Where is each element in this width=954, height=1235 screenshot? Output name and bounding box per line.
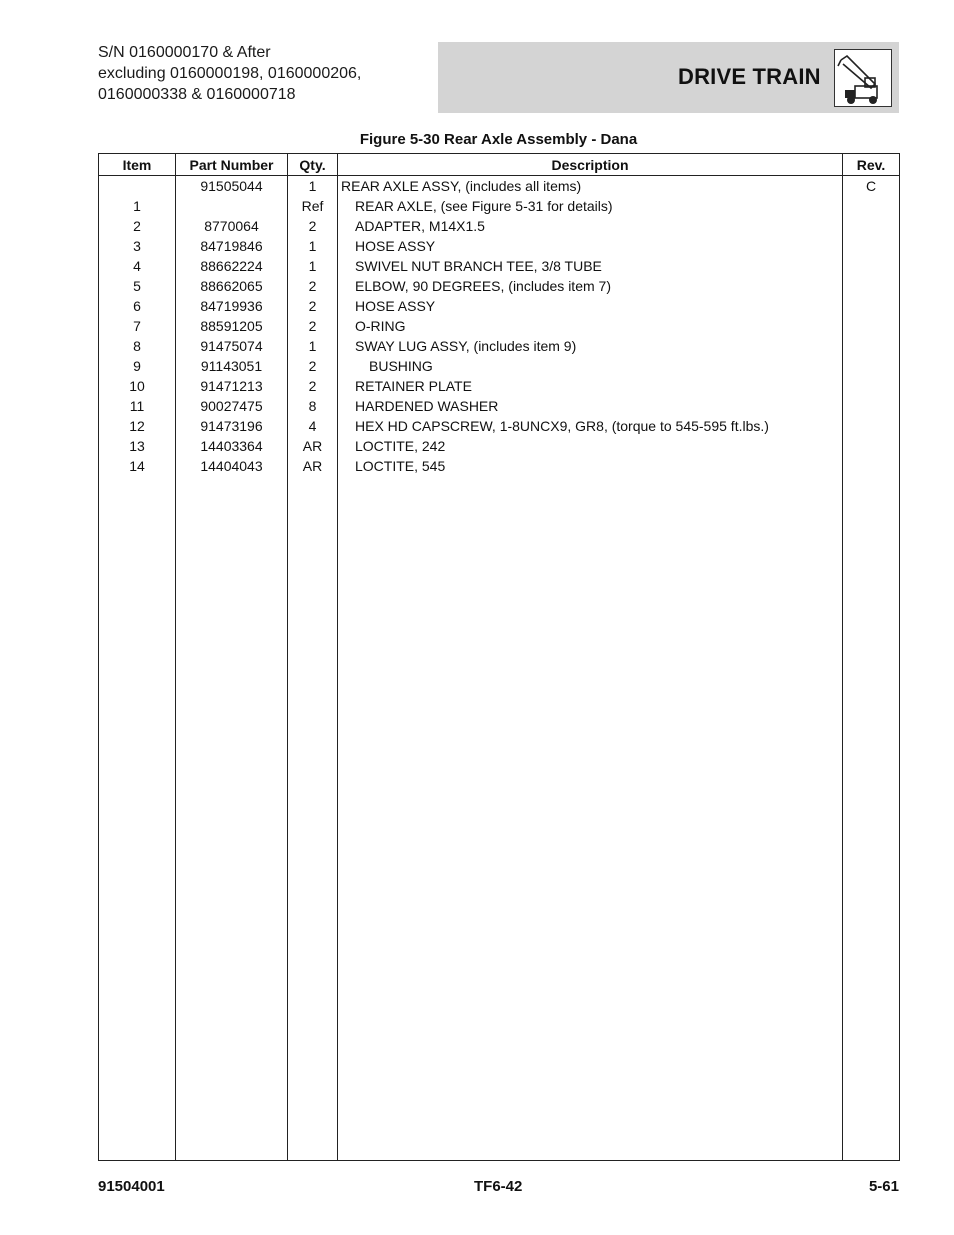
row-qty: 1	[288, 236, 338, 256]
row-rev	[843, 236, 900, 256]
row-item-number: 2	[99, 216, 176, 236]
row-description: ADAPTER, M14X1.5	[338, 216, 843, 236]
row-qty: 2	[288, 216, 338, 236]
row-description: O-RING	[338, 316, 843, 336]
row-part-number: 8770064	[176, 216, 288, 236]
table-filler-row	[99, 476, 900, 1161]
row-qty: 1	[288, 336, 338, 356]
row-rev	[843, 436, 900, 456]
table-row	[99, 436, 900, 456]
row-description: HARDENED WASHER	[338, 396, 843, 416]
filler-cell	[338, 476, 843, 1161]
row-item-number: 6	[99, 296, 176, 316]
parts-table-body	[99, 176, 900, 1161]
row-qty: 2	[288, 276, 338, 296]
serial-line: S/N 0160000170 & After	[98, 44, 271, 61]
table-row	[99, 276, 900, 296]
table-header-row	[99, 154, 900, 176]
table-row	[99, 196, 900, 216]
table-row	[99, 376, 900, 396]
row-item-number: 10	[99, 376, 176, 396]
row-qty: 1	[288, 176, 338, 197]
row-part-number: 91143051	[176, 356, 288, 376]
row-qty: 1	[288, 256, 338, 276]
filler-cell	[176, 476, 288, 1161]
row-part-number: 88662224	[176, 256, 288, 276]
table-row	[99, 356, 900, 376]
row-qty: 4	[288, 416, 338, 436]
footer-page-number: 5-61	[868, 1178, 899, 1195]
row-description: ELBOW, 90 DEGREES, (includes item 7)	[338, 276, 843, 296]
column-header-part-number: Part Number	[176, 154, 288, 176]
row-description: HEX HD CAPSCREW, 1-8UNCX9, GR8, (torque to 545-595 ft.lbs.)	[338, 416, 843, 436]
table-row	[99, 236, 900, 256]
row-description: BUSHING	[338, 356, 843, 376]
serial-line: 0160000338 & 0160000718	[98, 86, 296, 103]
row-rev	[843, 376, 900, 396]
row-description: SWIVEL NUT BRANCH TEE, 3/8 TUBE	[338, 256, 843, 276]
row-rev	[843, 356, 900, 376]
column-header-description: Description	[338, 154, 843, 176]
row-description: REAR AXLE, (see Figure 5-31 for details)	[338, 196, 843, 216]
table-row	[99, 416, 900, 436]
row-part-number: 14403364	[176, 436, 288, 456]
row-item-number: 4	[99, 256, 176, 276]
row-part-number: 91471213	[176, 376, 288, 396]
section-header	[438, 42, 899, 113]
row-rev	[843, 336, 900, 356]
row-item-number	[99, 176, 176, 197]
row-rev	[843, 396, 900, 416]
row-part-number: 91505044	[176, 176, 288, 197]
row-qty: 2	[288, 316, 338, 336]
row-rev	[843, 196, 900, 216]
row-part-number: 90027475	[176, 396, 288, 416]
row-item-number: 3	[99, 236, 176, 256]
row-qty: AR	[288, 436, 338, 456]
row-item-number: 9	[99, 356, 176, 376]
table-row	[99, 396, 900, 416]
row-qty: 2	[288, 356, 338, 376]
table-row	[99, 176, 900, 197]
row-part-number: 88591205	[176, 316, 288, 336]
footer-doc-number: 91504001	[98, 1178, 165, 1195]
row-qty: 2	[288, 376, 338, 396]
serial-line: excluding 0160000198, 0160000206,	[98, 65, 362, 82]
row-item-number: 14	[99, 456, 176, 476]
row-qty: Ref	[288, 196, 338, 216]
row-rev	[843, 416, 900, 436]
row-item-number: 11	[99, 396, 176, 416]
row-description: HOSE ASSY	[338, 296, 843, 316]
row-description: RETAINER PLATE	[338, 376, 843, 396]
telehandler-icon	[834, 49, 892, 107]
row-part-number: 84719936	[176, 296, 288, 316]
row-part-number	[176, 196, 288, 216]
column-header-rev: Rev.	[843, 154, 900, 176]
row-part-number: 91475074	[176, 336, 288, 356]
column-header-qty: Qty.	[288, 154, 338, 176]
table-row	[99, 216, 900, 236]
section-title: DRIVE TRAIN	[678, 64, 821, 89]
table-row	[99, 296, 900, 316]
figure-title: Figure 5-30 Rear Axle Assembly - Dana	[359, 131, 638, 148]
row-rev	[843, 256, 900, 276]
table-row	[99, 256, 900, 276]
row-description: LOCTITE, 545	[338, 456, 843, 476]
serial-number-block	[98, 42, 361, 105]
row-rev	[843, 456, 900, 476]
row-rev	[843, 276, 900, 296]
row-qty: AR	[288, 456, 338, 476]
row-item-number: 5	[99, 276, 176, 296]
row-description: LOCTITE, 242	[338, 436, 843, 456]
table-row	[99, 336, 900, 356]
row-item-number: 8	[99, 336, 176, 356]
row-rev	[843, 316, 900, 336]
row-item-number: 12	[99, 416, 176, 436]
table-row	[99, 316, 900, 336]
table-row	[99, 456, 900, 476]
row-description: SWAY LUG ASSY, (includes item 9)	[338, 336, 843, 356]
filler-cell	[843, 476, 900, 1161]
footer-center-code: TF6-42	[474, 1178, 523, 1195]
row-item-number: 1	[99, 196, 176, 216]
row-part-number: 84719846	[176, 236, 288, 256]
row-qty: 8	[288, 396, 338, 416]
row-description: REAR AXLE ASSY, (includes all items)	[338, 176, 843, 197]
column-header-item: Item	[99, 154, 176, 176]
row-part-number: 88662065	[176, 276, 288, 296]
row-qty: 2	[288, 296, 338, 316]
row-description: HOSE ASSY	[338, 236, 843, 256]
filler-cell	[99, 476, 176, 1161]
row-rev: C	[843, 176, 900, 197]
row-part-number: 91473196	[176, 416, 288, 436]
row-rev	[843, 296, 900, 316]
row-part-number: 14404043	[176, 456, 288, 476]
row-item-number: 7	[99, 316, 176, 336]
parts-table	[98, 153, 900, 1161]
filler-cell	[288, 476, 338, 1161]
row-item-number: 13	[99, 436, 176, 456]
row-rev	[843, 216, 900, 236]
